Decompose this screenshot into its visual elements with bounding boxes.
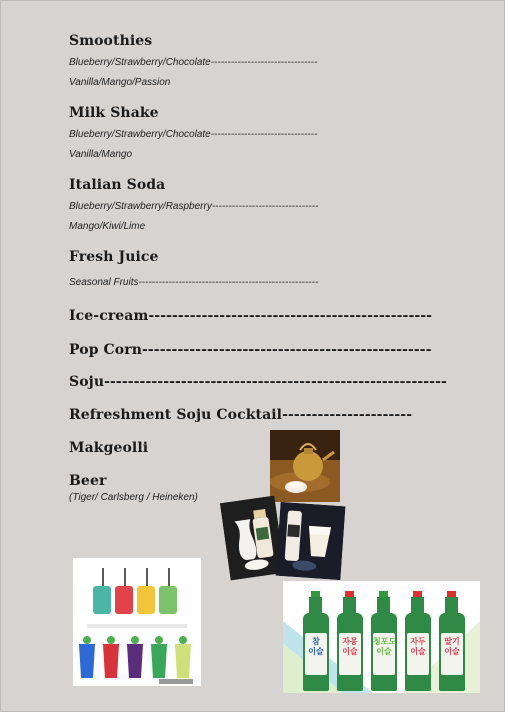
milk-shake-flavors-2: Vanilla/Mango bbox=[69, 149, 133, 160]
soju-bottle bbox=[403, 591, 431, 691]
ice-cream-title: Ice-cream------------------------------------------------ bbox=[69, 308, 433, 324]
soju-bottle bbox=[335, 591, 363, 691]
italian-soda-title: Italian Soda bbox=[69, 177, 166, 193]
italian-soda-flavors-1: Blueberry/Strawberry/Raspberry-------------------------------- bbox=[69, 201, 319, 212]
refreshment-soju-cocktail-title: Refreshment Soju Cocktail---------------------- bbox=[69, 407, 413, 423]
italian-soda-flavors-2: Mango/Kiwi/Lime bbox=[69, 221, 146, 232]
smoothies-title: Smoothies bbox=[69, 33, 153, 49]
makgeolli-kettle-photo bbox=[270, 430, 340, 502]
smoothies-flavors-1: Blueberry/Strawberry/Chocolate-------------------------------- bbox=[69, 57, 318, 68]
fresh-juice-desc: Seasonal Fruits------------------------------------------------------ bbox=[69, 277, 319, 288]
smoothies-flavors-2: Vanilla/Mango/Passion bbox=[69, 77, 171, 88]
fresh-juice-title: Fresh Juice bbox=[69, 249, 159, 265]
soju-bottle-label: 자두 이슬 bbox=[410, 637, 426, 656]
soju-bottle-label: 딸기 이슬 bbox=[444, 637, 460, 656]
pop-corn-title: Pop Corn------------------------------------------------- bbox=[69, 342, 432, 358]
soju-bottle bbox=[369, 591, 397, 691]
soju-bottle bbox=[301, 591, 329, 691]
soju-bottle-label: 자몽 이슬 bbox=[342, 637, 358, 656]
milk-shake-flavors-1: Blueberry/Strawberry/Chocolate-------------------------------- bbox=[69, 129, 318, 140]
makgeolli-glass-photo bbox=[275, 502, 345, 580]
soju-title: Soju---------------------------------------------------------- bbox=[69, 374, 447, 390]
soda-drinks-photo bbox=[73, 558, 201, 686]
soju-bottles-photo bbox=[283, 581, 480, 693]
beer-brands: (Tiger/ Carlsberg / Heineken) bbox=[69, 492, 198, 503]
soju-bottle-label: 청포도 이슬 bbox=[373, 637, 397, 656]
milk-shake-title: Milk Shake bbox=[69, 105, 159, 121]
soju-bottle-label: 참 이슬 bbox=[308, 637, 324, 656]
soju-bottle-row bbox=[301, 591, 471, 691]
soju-bottle bbox=[437, 591, 465, 691]
beer-title: Beer bbox=[69, 473, 107, 489]
makgeolli-title: Makgeolli bbox=[69, 440, 149, 456]
